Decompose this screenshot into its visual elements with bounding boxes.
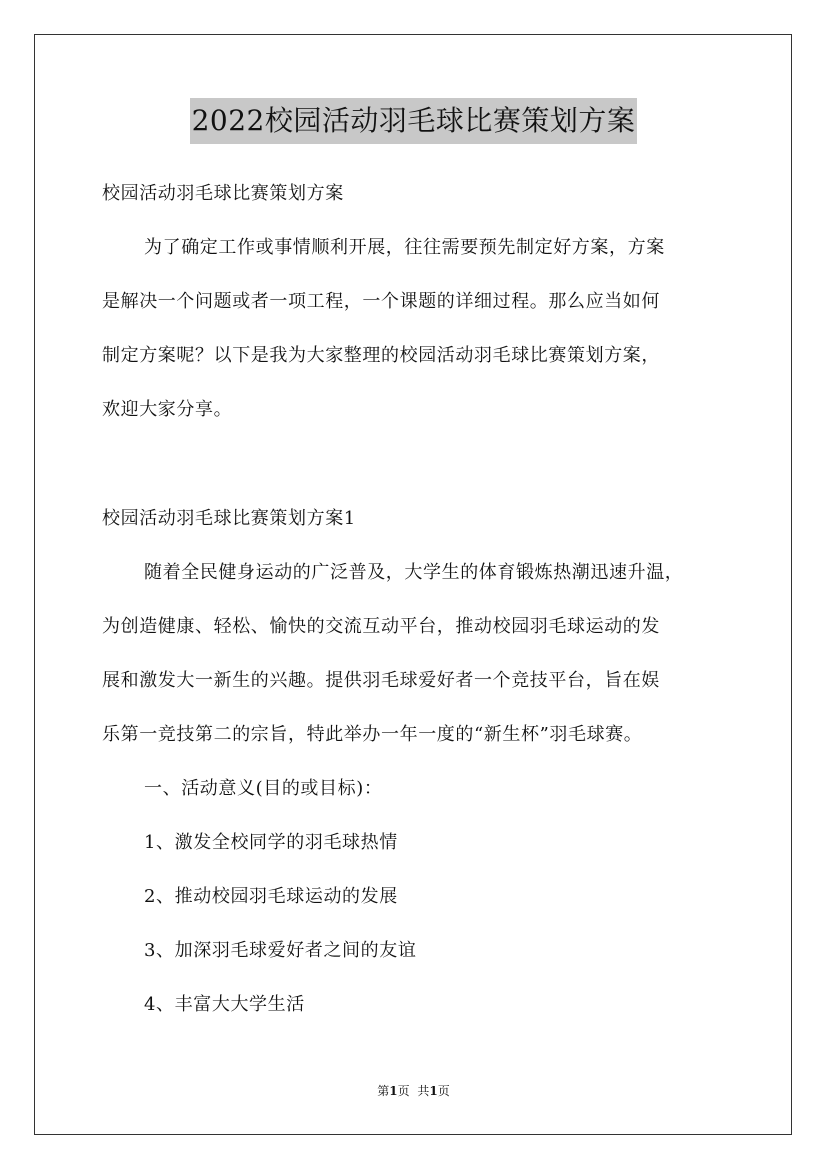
footer-page-number: 1 xyxy=(389,1084,398,1098)
document-title-text: 2022校园活动羽毛球比赛策划方案 xyxy=(190,98,638,144)
intro-line-2: 是解决一个问题或者一项工程，一个课题的详细过程。那么应当如何 xyxy=(102,291,660,312)
purpose-item-1: 1、激发全校同学的羽毛球热情 xyxy=(144,832,398,853)
intro-line-1: 为了确定工作或事情顺利开展，往往需要预先制定好方案，方案 xyxy=(144,237,665,258)
intro-line-4: 欢迎大家分享。 xyxy=(102,399,233,420)
section-line-1: 随着全民健身运动的广泛普及，大学生的体育锻炼热潮迅速升温， xyxy=(144,562,684,583)
footer-total-number: 1 xyxy=(429,1084,438,1098)
section-line-3: 展和激发大一新生的兴趣。提供羽毛球爱好者一个竞技平台，旨在娱 xyxy=(102,670,660,691)
doc-heading: 校园活动羽毛球比赛策划方案 xyxy=(102,183,344,204)
footer-page-suffix: 页 xyxy=(397,1084,410,1098)
purpose-item-3: 3、加深羽毛球爱好者之间的友谊 xyxy=(144,940,417,961)
footer-total-suffix: 页 xyxy=(437,1084,450,1098)
intro-line-3: 制定方案呢？以下是我为大家整理的校园活动羽毛球比赛策划方案， xyxy=(102,345,660,366)
purpose-heading: 一、活动意义(目的或目标)： xyxy=(144,778,383,799)
section-heading: 校园活动羽毛球比赛策划方案1 xyxy=(102,508,356,529)
section-line-4: 乐第一竞技第二的宗旨，特此举办一年一度的“新生杯”羽毛球赛。 xyxy=(102,724,643,745)
document-title xyxy=(0,98,827,144)
page-footer xyxy=(0,1082,827,1100)
section-line-2: 为创造健康、轻松、愉快的交流互动平台，推动校园羽毛球运动的发 xyxy=(102,616,660,637)
purpose-item-2: 2、推动校园羽毛球运动的发展 xyxy=(144,886,398,907)
footer-page-prefix: 第 xyxy=(377,1084,390,1098)
purpose-item-4: 4、丰富大大学生活 xyxy=(144,994,305,1015)
footer-total-prefix: 共 xyxy=(417,1084,430,1098)
